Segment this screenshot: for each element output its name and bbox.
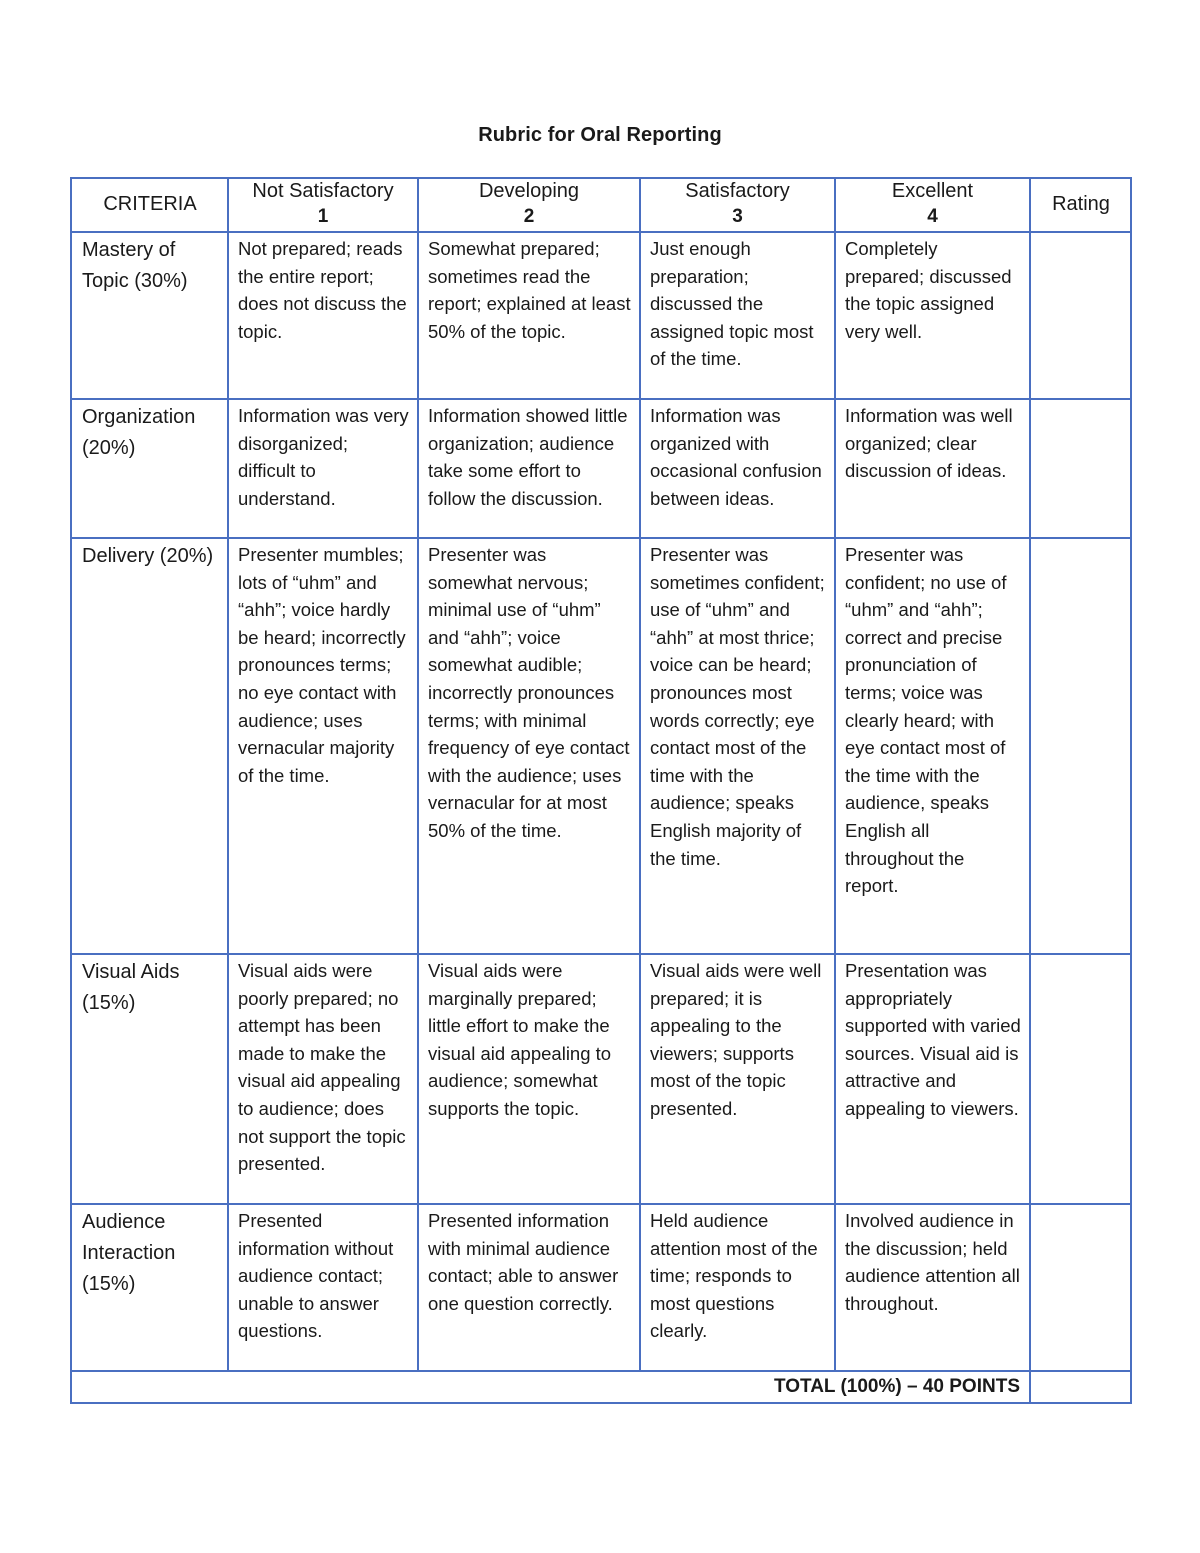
- total-label: TOTAL (100%) – 40 POINTS: [71, 1371, 1030, 1403]
- criterion-cell: Visual Aids (15%): [71, 954, 228, 1204]
- level-label: Developing: [478, 180, 580, 202]
- descriptor-cell: Presented information with minimal audience contact; able to answer one question correctly.: [418, 1204, 640, 1371]
- descriptor-cell: Held audience attention most of the time; responds to most questions clearly.: [640, 1204, 835, 1371]
- rubric-row-visual-aids: [71, 954, 1131, 1204]
- descriptor-cell: Not prepared; reads the entire report; does not discuss the topic.: [228, 232, 418, 399]
- criterion-cell: Organization (20%): [71, 399, 228, 538]
- level-header-satisfactory: [640, 178, 835, 232]
- level-score: 1: [317, 206, 329, 227]
- criterion-cell: Mastery of Topic (30%): [71, 232, 228, 399]
- rubric-table: [70, 177, 1132, 1404]
- descriptor-cell: Presented information without audience contact; unable to answer questions.: [228, 1204, 418, 1371]
- descriptor-cell: Completely prepared; discussed the topic assigned very well.: [835, 232, 1030, 399]
- descriptor-cell: Information showed little organization; audience take some effort to follow the discussion.: [418, 399, 640, 538]
- descriptor-cell: Involved audience in the discussion; held audience attention all throughout.: [835, 1204, 1030, 1371]
- descriptor-cell: Presenter was confident; no use of “uhm” and “ahh”; correct and precise pronunciation of terms; voice was clearly heard; with eye contact most of the time with the audience, speaks English all throughout the report.: [835, 538, 1030, 954]
- level-header-not-satisfactory: [228, 178, 418, 232]
- header-row: [71, 178, 1131, 232]
- descriptor-cell: Information was well organized; clear discussion of ideas.: [835, 399, 1030, 538]
- descriptor-cell: Presenter mumbles; lots of “uhm” and “ahh”; voice hardly be heard; incorrectly pronounces terms; no eye contact with audience; uses vernacular majority of the time.: [228, 538, 418, 954]
- descriptor-cell: Information was very disorganized; difficult to understand.: [228, 399, 418, 538]
- descriptor-cell: Visual aids were poorly prepared; no attempt has been made to make the visual aid appealing to audience; does not support the topic presented.: [228, 954, 418, 1204]
- criterion-cell: Delivery (20%): [71, 538, 228, 954]
- descriptor-cell: Just enough preparation; discussed the assigned topic most of the time.: [640, 232, 835, 399]
- rubric-row-audience-interaction: [71, 1204, 1131, 1371]
- rating-cell[interactable]: [1030, 538, 1131, 954]
- rubric-row-organization: [71, 399, 1131, 538]
- level-header-developing: [418, 178, 640, 232]
- descriptor-cell: Presenter was somewhat nervous; minimal use of “uhm” and “ahh”; voice somewhat audible; incorrectly pronounces terms; with minimal frequency of eye contact with the audience; uses vernacular for at most 50% of the time.: [418, 538, 640, 954]
- criteria-header: CRITERIA: [71, 178, 228, 232]
- level-label: Satisfactory: [685, 180, 790, 202]
- descriptor-cell: Presentation was appropriately supported with varied sources. Visual aid is attractive and appealing to viewers.: [835, 954, 1030, 1204]
- rubric-row-mastery: [71, 232, 1131, 399]
- descriptor-cell: Visual aids were well prepared; it is appealing to the viewers; supports most of the topic presented.: [640, 954, 835, 1204]
- level-score: 3: [732, 206, 743, 227]
- page-title: Rubric for Oral Reporting: [478, 124, 722, 146]
- level-score: 2: [523, 206, 535, 227]
- rating-header: Rating: [1030, 178, 1131, 232]
- descriptor-cell: Somewhat prepared; sometimes read the report; explained at least 50% of the topic.: [418, 232, 640, 399]
- rating-cell[interactable]: [1030, 232, 1131, 399]
- level-label: Excellent: [891, 180, 974, 202]
- level-score: 4: [927, 206, 938, 227]
- rating-cell[interactable]: [1030, 954, 1131, 1204]
- level-header-excellent: [835, 178, 1030, 232]
- criterion-cell: Audience Interaction (15%): [71, 1204, 228, 1371]
- total-rating-cell[interactable]: [1030, 1371, 1131, 1403]
- descriptor-cell: Presenter was sometimes confident; use of “uhm” and “ahh” at most thrice; voice can be heard; pronounces most words correctly; eye contact most of the time with the audience; speaks English majority of the time.: [640, 538, 835, 954]
- rating-cell[interactable]: [1030, 1204, 1131, 1371]
- level-label: Not Satisfactory: [252, 180, 394, 202]
- rubric-row-delivery: [71, 538, 1131, 954]
- descriptor-cell: Information was organized with occasional confusion between ideas.: [640, 399, 835, 538]
- rating-cell[interactable]: [1030, 399, 1131, 538]
- total-row: [71, 1371, 1131, 1403]
- descriptor-cell: Visual aids were marginally prepared; little effort to make the visual aid appealing to audience; somewhat supports the topic.: [418, 954, 640, 1204]
